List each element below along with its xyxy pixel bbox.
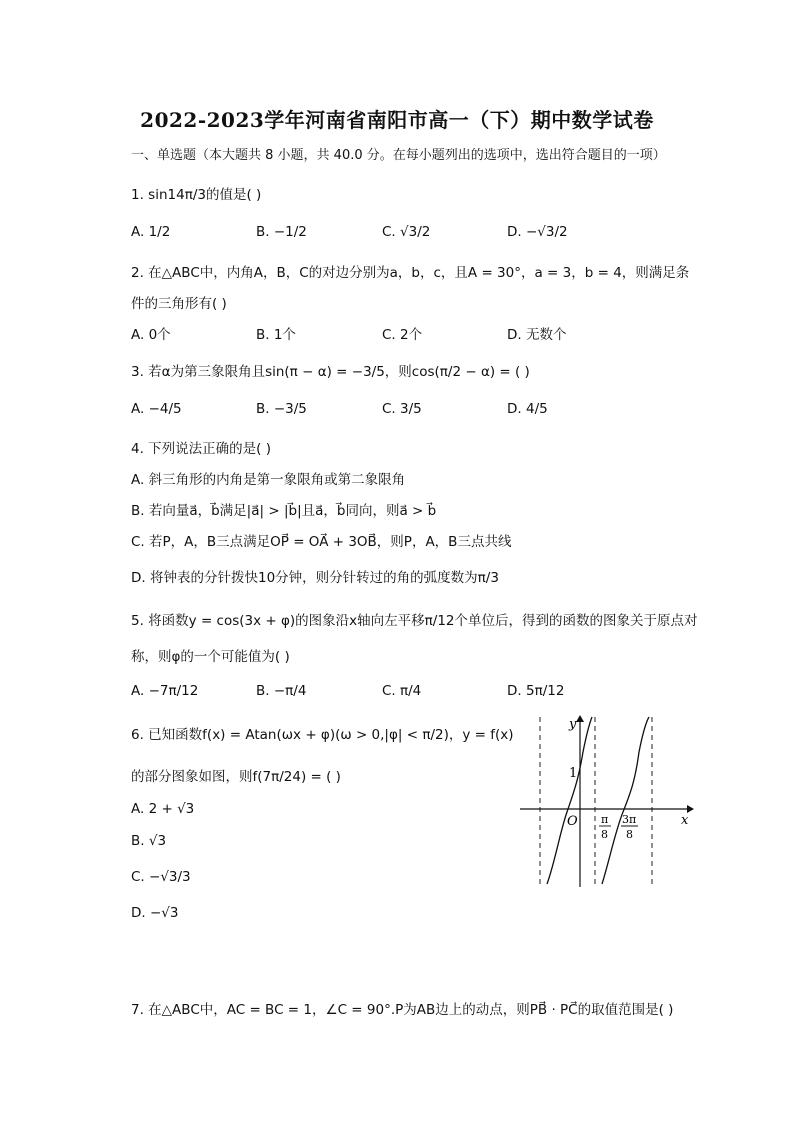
q2-option-a[interactable]: A. 0个: [131, 327, 171, 343]
question-4-stem: 4. 下列说法正确的是( ): [131, 441, 271, 457]
q3-option-d[interactable]: D. 4/5: [507, 401, 548, 417]
tan-branch-right: [602, 717, 649, 884]
q2-option-d[interactable]: D. 无数个: [507, 327, 567, 343]
question-6-stem-line1: 6. 已知函数f(x) = Atan(ωx + φ)(ω > 0,|φ| < π/2)，y = f(x): [131, 727, 514, 743]
question-1-stem: 1. sin14π/3的值是( ): [131, 187, 262, 203]
section-heading: 一、单选题（本大题共 8 小题，共 40.0 分。在每小题列出的选项中，选出符合题目的一项）: [131, 148, 666, 163]
question-2-stem-line1: 2. 在△ABC中，内角A，B，C的对边分别为a，b，c，且A = 30°，a = 3，b = 4，则满足条: [131, 265, 690, 281]
q2-option-c[interactable]: C. 2个: [382, 327, 423, 343]
q3-option-a[interactable]: A. −4/5: [131, 401, 182, 417]
x-tick2-numerator: 3π: [622, 813, 637, 826]
q4-option-d[interactable]: D. 将钟表的分针拨快10分钟，则分针转过的角的弧度数为π/3: [131, 570, 499, 586]
q6-option-a[interactable]: A. 2 + √3: [131, 801, 195, 817]
y-tick-label: 1: [569, 766, 578, 781]
q4-option-c[interactable]: C. 若P，A，B三点满足OP⃗ = OA⃗ + 3OB⃗，则P，A，B三点共线: [131, 534, 512, 550]
q6-option-c[interactable]: C. −√3/3: [131, 869, 191, 885]
q6-option-d[interactable]: D. −√3: [131, 905, 179, 921]
q1-option-a[interactable]: A. 1/2: [131, 224, 171, 240]
q3-option-b[interactable]: B. −3/5: [256, 401, 307, 417]
question-5-stem-line2: 称，则φ的一个可能值为( ): [131, 649, 290, 665]
question-2-stem-line2: 件的三角形有( ): [131, 296, 227, 312]
q6-option-b[interactable]: B. √3: [131, 833, 167, 849]
q5-option-d[interactable]: D. 5π/12: [507, 683, 565, 699]
q4-option-b[interactable]: B. 若向量a⃗，b⃗满足|a⃗| > |b⃗|且a⃗，b⃗同向，则a⃗ > b⃗: [131, 503, 437, 519]
x-tick1-numerator: π: [601, 813, 609, 826]
x-tick1-denominator: 8: [601, 828, 608, 841]
q5-option-a[interactable]: A. −7π/12: [131, 683, 199, 699]
question-7-stem: 7. 在△ABC中，AC = BC = 1，∠C = 90°.P为AB边上的动点，则PB⃗ · PC⃗的取值范围是( ): [131, 1002, 674, 1018]
q2-option-b[interactable]: B. 1个: [256, 327, 296, 343]
q5-option-c[interactable]: C. π/4: [382, 683, 422, 699]
q1-option-d[interactable]: D. −√3/2: [507, 224, 568, 240]
tangent-graph-figure: [515, 712, 695, 892]
q5-option-b[interactable]: B. −π/4: [256, 683, 307, 699]
q3-option-c[interactable]: C. 3/5: [382, 401, 422, 417]
y-axis-label: y: [569, 717, 577, 732]
q1-option-c[interactable]: C. √3/2: [382, 224, 431, 240]
q4-option-a[interactable]: A. 斜三角形的内角是第一象限角或第二象限角: [131, 472, 406, 488]
question-3-stem: 3. 若α为第三象限角且sin(π − α) = −3/5，则cos(π/2 − α) = ( ): [131, 364, 530, 380]
x-axis-arrow: [687, 805, 694, 813]
question-6-stem-line2: 的部分图象如图，则f(7π/24) = ( ): [131, 769, 341, 785]
origin-label: O: [567, 814, 578, 829]
y-axis-arrow: [576, 715, 584, 722]
q1-option-b[interactable]: B. −1/2: [256, 224, 307, 240]
x-axis-label: x: [681, 813, 689, 828]
page-title: 2022-2023学年河南省南阳市高一（下）期中数学试卷: [140, 108, 654, 132]
x-tick2-denominator: 8: [626, 828, 633, 841]
tan-branch-left: [547, 717, 592, 884]
question-5-stem-line1: 5. 将函数y = cos(3x + φ)的图象沿x轴向左平移π/12个单位后，得到的函数的图象关于原点对: [131, 613, 698, 629]
